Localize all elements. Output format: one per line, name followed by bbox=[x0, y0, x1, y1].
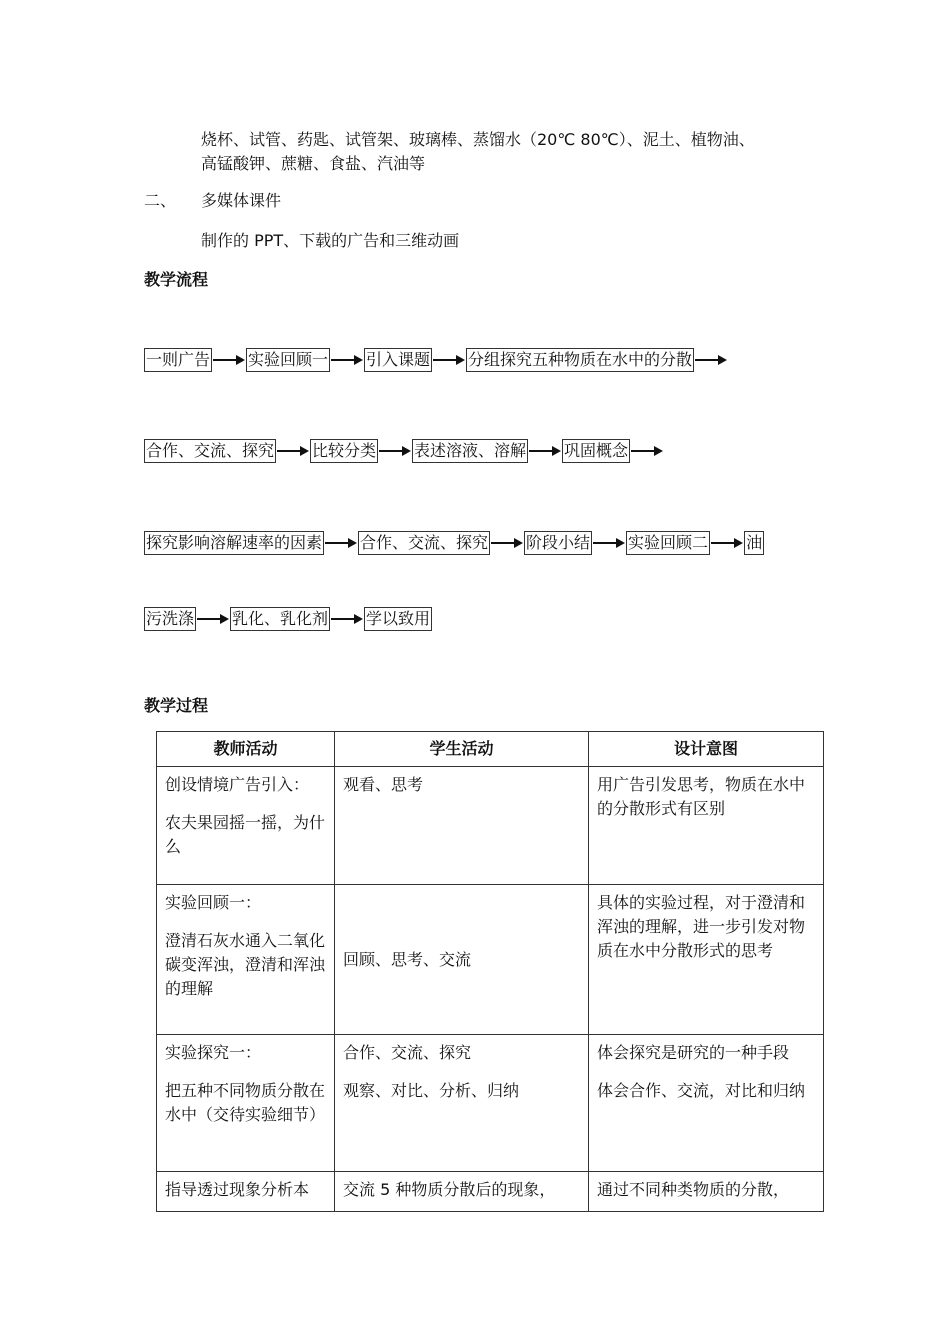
flow-step: 油 bbox=[744, 531, 764, 555]
flow-step: 一则广告 bbox=[144, 348, 212, 372]
intent-cell bbox=[589, 1035, 824, 1172]
arrow-right-icon bbox=[695, 355, 727, 365]
flow-row-4 bbox=[144, 607, 432, 631]
cell-text: 交流 5 种物质分散后的现象， bbox=[343, 1180, 556, 1199]
arrow-right-icon bbox=[529, 446, 561, 456]
materials-line-1: 烧杯、试管、药匙、试管架、玻璃棒、蒸馏水（20℃ 80℃）、泥土、植物油、 bbox=[201, 130, 755, 149]
cell-text: 澄清石灰水通入二氧化碳变浑浊，澄清和浑浊的理解 bbox=[165, 931, 326, 998]
flow-step: 探究影响溶解速率的因素 bbox=[144, 531, 324, 555]
student-cell bbox=[335, 1172, 589, 1212]
arrow-right-icon bbox=[711, 538, 743, 548]
arrow-right-icon bbox=[197, 614, 229, 624]
cell-text: 体会探究是研究的一种手段 bbox=[597, 1043, 790, 1062]
section-number: 二、 bbox=[144, 191, 177, 210]
flow-row-2 bbox=[144, 439, 664, 463]
flow-step: 比较分类 bbox=[310, 439, 378, 463]
flow-step: 巩固概念 bbox=[562, 439, 630, 463]
flow-step: 表述溶液、溶解 bbox=[412, 439, 528, 463]
student-cell bbox=[335, 767, 589, 885]
cell-text: 观看、思考 bbox=[343, 775, 424, 794]
flow-step: 合作、交流、探究 bbox=[144, 439, 276, 463]
cell-text: 具体的实验过程，对于澄清和浑浊的理解，进一步引发对物质在水中分散形式的思考 bbox=[597, 893, 806, 960]
teacher-cell bbox=[157, 1172, 335, 1212]
cell-text: 回顾、思考、交流 bbox=[343, 949, 472, 969]
flow-heading: 教学流程 bbox=[144, 270, 209, 289]
cell-text: 用广告引发思考，物质在水中的分散形式有区别 bbox=[597, 775, 806, 818]
column-header-teacher: 教师活动 bbox=[157, 732, 335, 767]
arrow-right-icon bbox=[593, 538, 625, 548]
flow-step: 污洗涤 bbox=[144, 607, 196, 631]
cell-text: 创设情境广告引入： bbox=[165, 775, 310, 794]
process-table bbox=[156, 731, 824, 1212]
flow-step: 合作、交流、探究 bbox=[358, 531, 490, 555]
intent-cell bbox=[589, 767, 824, 885]
student-cell bbox=[335, 1035, 589, 1172]
process-heading: 教学过程 bbox=[144, 696, 209, 715]
arrow-right-icon bbox=[213, 355, 245, 365]
column-header-student: 学生活动 bbox=[335, 732, 589, 767]
section-title: 多媒体课件 bbox=[201, 191, 282, 210]
student-cell bbox=[335, 885, 589, 1035]
intent-cell bbox=[589, 1172, 824, 1212]
column-header-intent: 设计意图 bbox=[589, 732, 824, 767]
flow-row-3 bbox=[144, 531, 764, 555]
teacher-cell bbox=[157, 767, 335, 885]
arrow-right-icon bbox=[433, 355, 465, 365]
teacher-cell bbox=[157, 885, 335, 1035]
table-row bbox=[157, 1035, 824, 1172]
flow-row-1 bbox=[144, 348, 728, 372]
cell-text: 观察、对比、分析、归纳 bbox=[343, 1081, 520, 1100]
cell-text: 指导透过现象分析本 bbox=[165, 1180, 310, 1199]
intent-cell bbox=[589, 885, 824, 1035]
arrow-right-icon bbox=[331, 614, 363, 624]
materials-line-2: 高锰酸钾、蔗糖、食盐、汽油等 bbox=[201, 154, 426, 173]
flow-step: 分组探究五种物质在水中的分散 bbox=[466, 348, 694, 372]
cell-text: 实验回顾一： bbox=[165, 893, 262, 912]
section-description: 制作的 PPT、下载的广告和三维动画 bbox=[201, 231, 460, 250]
cell-text: 体会合作、交流，对比和归纳 bbox=[597, 1081, 806, 1100]
arrow-right-icon bbox=[491, 538, 523, 548]
cell-text: 农夫果园摇一摇，为什么 bbox=[165, 813, 326, 856]
arrow-right-icon bbox=[631, 446, 663, 456]
cell-text: 实验探究一： bbox=[165, 1043, 262, 1062]
cell-text: 通过不同种类物质的分散， bbox=[597, 1180, 790, 1199]
flow-step: 学以致用 bbox=[364, 607, 432, 631]
flow-step: 实验回顾一 bbox=[246, 348, 330, 372]
arrow-right-icon bbox=[325, 538, 357, 548]
table-row bbox=[157, 767, 824, 885]
flow-step: 阶段小结 bbox=[524, 531, 592, 555]
arrow-right-icon bbox=[331, 355, 363, 365]
arrow-right-icon bbox=[277, 446, 309, 456]
arrow-right-icon bbox=[379, 446, 411, 456]
table-row bbox=[157, 885, 824, 1035]
flow-step: 引入课题 bbox=[364, 348, 432, 372]
teacher-cell bbox=[157, 1035, 335, 1172]
cell-text: 把五种不同物质分散在水中（交待实验细节） bbox=[165, 1081, 326, 1124]
table-header-row bbox=[157, 732, 824, 767]
flow-step: 实验回顾二 bbox=[626, 531, 710, 555]
table-row bbox=[157, 1172, 824, 1212]
flow-step: 乳化、乳化剂 bbox=[230, 607, 330, 631]
cell-text: 合作、交流、探究 bbox=[343, 1043, 472, 1062]
